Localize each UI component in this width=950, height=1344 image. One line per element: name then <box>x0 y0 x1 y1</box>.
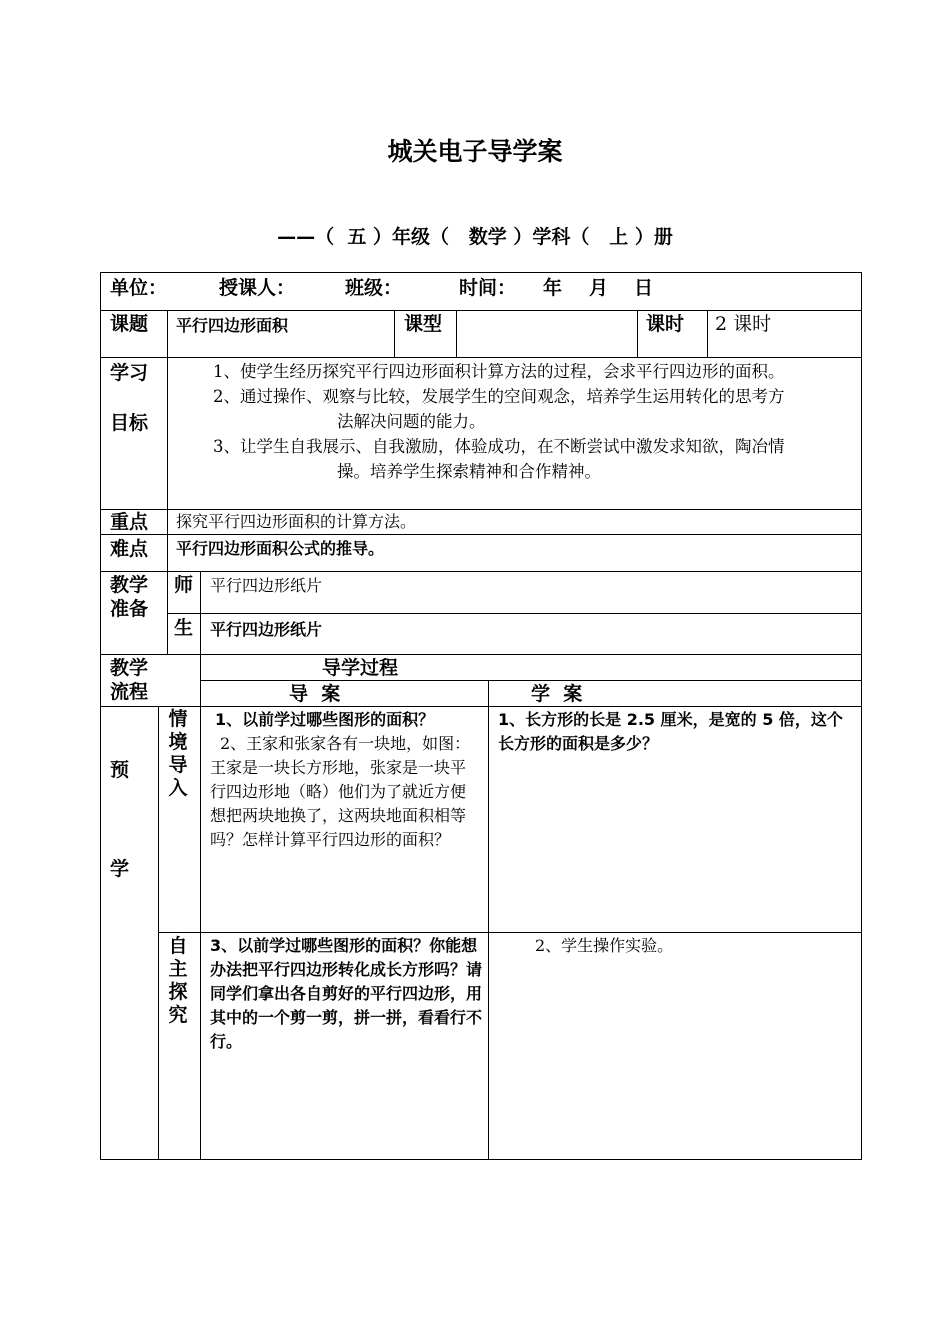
situation-char-1: 情 <box>168 708 188 730</box>
period-label: 课时 <box>646 313 685 335</box>
topic-label: 课题 <box>110 313 149 335</box>
self-explore-label <box>167 935 189 1027</box>
explore-char-2: 主 <box>168 958 188 980</box>
document-title: 城关电子导学案 <box>387 137 563 166</box>
explore-char-3: 探 <box>168 981 188 1003</box>
flow-label-line1: 教学 <box>110 657 149 679</box>
goal-item-3b: 操。培养学生探索精神和合作精神。 <box>337 462 601 481</box>
flow-label-line2: 流程 <box>110 681 149 703</box>
situation-char-4: 入 <box>168 777 188 799</box>
goal-item-2a: 2、通过操作、观察与比较，发展学生的空间观念，培养学生运用转化的思考方 <box>213 387 785 406</box>
goals-label-line1: 学习 <box>110 362 149 384</box>
goal-item-1: 1、使学生经历探究平行四边形面积计算方法的过程，会求平行四边形的面积。 <box>213 362 785 381</box>
guide-question-1: 1、以前学过哪些图形的面积？ <box>215 710 435 729</box>
guide-header: 导 案 <box>289 683 341 705</box>
key-point-label: 重点 <box>110 511 149 533</box>
time-label: 时间： <box>459 277 517 299</box>
class-label: 班级： <box>345 277 403 299</box>
process-title: 导学过程 <box>322 657 399 679</box>
prep-label-line1: 教学 <box>110 574 149 596</box>
study-activity-2: 2、学生操作实验。 <box>535 936 674 955</box>
difficulty-value: 平行四边形面积公式的推导。 <box>176 539 385 558</box>
goal-item-3a: 3、让学生自我展示、自我激励，体验成功，在不断尝试中激发求知欲，陶冶情 <box>213 437 785 456</box>
guide-question-3: 3、以前学过哪些图形的面积？你能想办法把平行四边形转化成长方形吗？请同学们拿出各自剪好的平行四边形，用其中的一个剪一剪，拼一拼，看看行不行。 <box>210 936 483 1051</box>
preview-label-bottom: 学 <box>110 858 130 880</box>
topic-value: 平行四边形面积 <box>176 316 289 335</box>
explore-char-4: 究 <box>168 1004 188 1026</box>
prep-teacher-label: 师 <box>174 574 194 596</box>
prep-student-label: 生 <box>174 617 194 639</box>
preview-label-top: 预 <box>110 759 130 781</box>
teacher-label: 授课人： <box>219 277 296 299</box>
goal-item-2b: 法解决问题的能力。 <box>337 412 486 431</box>
key-point-value: 探究平行四边形面积的计算方法。 <box>176 512 417 531</box>
month-label: 月 <box>589 277 609 299</box>
explore-char-1: 自 <box>168 935 188 957</box>
period-value: 2 课时 <box>715 313 772 335</box>
situation-intro-label <box>167 708 189 800</box>
prep-teacher-value: 平行四边形纸片 <box>210 576 323 595</box>
guide-question-2: 2、王家和张家各有一块地，如图：王家是一块长方形地，张家是一块平行四边形地（略）他们为了就近方便想把两块地换了，这两块地面积相等吗？怎样计算平行四边形的面积？ <box>210 734 471 849</box>
prep-student-value: 平行四边形纸片 <box>210 620 323 639</box>
type-label: 课型 <box>404 313 443 335</box>
day-label: 日 <box>634 277 654 299</box>
grade-subject-line: ——（ 五 ）年级（ 数学 ）学科（ 上 ）册 <box>277 226 673 248</box>
study-header: 学 案 <box>531 683 583 705</box>
situation-char-2: 境 <box>168 731 188 753</box>
situation-char-3: 导 <box>168 754 188 776</box>
prep-label-line2: 准备 <box>110 598 149 620</box>
difficulty-label: 难点 <box>110 538 149 560</box>
study-question-1: 1、长方形的长是 2.5 厘米，是宽的 5 倍，这个长方形的面积是多少？ <box>498 710 843 753</box>
goals-label-line2: 目标 <box>110 412 149 434</box>
year-label: 年 <box>543 277 563 299</box>
unit-label: 单位： <box>110 277 168 299</box>
